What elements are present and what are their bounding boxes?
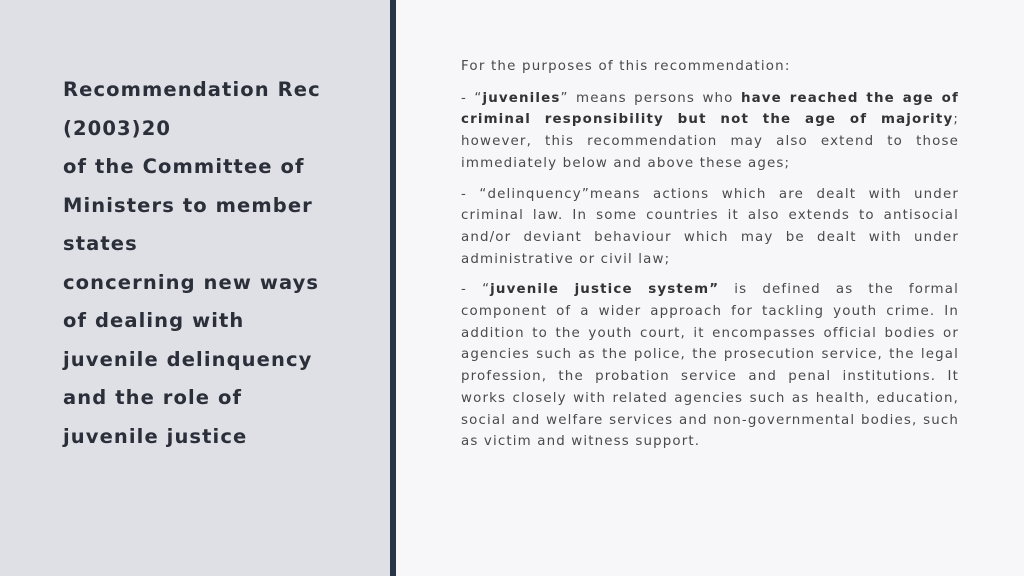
title-line: states	[63, 232, 138, 255]
title-line: Recommendation Rec	[63, 78, 321, 101]
title-line: of the Committee of	[63, 155, 305, 178]
title-line: (2003)20	[63, 116, 172, 140]
title-line: of dealing with	[63, 309, 245, 332]
juveniles-rest: ; however, this recommendation may also extend to those immediately below and above these ages;	[461, 112, 959, 171]
definitions-body	[461, 56, 959, 462]
recommendation-title	[63, 71, 363, 456]
juveniles-mid: ” means persons who	[560, 90, 741, 106]
definition-delinquency: - “delinquency”means actions which are dealt with under criminal law. In some countries it also extends to antisocial and/or deviant behaviour which may be dealt with under administrative or civil law;	[461, 186, 959, 267]
title-line: juvenile justice	[63, 424, 248, 448]
title-line: Ministers to member	[63, 193, 313, 217]
justice-term: juvenile justice system”	[490, 282, 720, 298]
juveniles-term: juveniles	[482, 90, 561, 106]
title-line: juvenile delinquency	[63, 347, 313, 371]
juveniles-bold-phrase: have reached the age of criminal responsibility but not the age of majority	[461, 90, 959, 128]
intro-text: For the purposes of this recommendation:	[461, 59, 791, 74]
title-line: concerning new ways	[63, 270, 320, 294]
juveniles-prefix: - “	[461, 90, 483, 106]
justice-prefix: - “	[461, 282, 491, 298]
justice-rest: is defined as the formal component of a wider approach for tackling youth crime. In addition to the youth court, it encompasses official bodies or agencies such as the police, the prosecution service, the legal profession, the probation service and penal institutions. It works closely with related agencies such as health, education, social and welfare services and non-governmental bodies, such as victim and witness support.	[461, 282, 959, 450]
definition-justice-system	[461, 279, 959, 453]
title-line: and the role of	[63, 386, 243, 409]
definition-juveniles	[461, 88, 959, 175]
